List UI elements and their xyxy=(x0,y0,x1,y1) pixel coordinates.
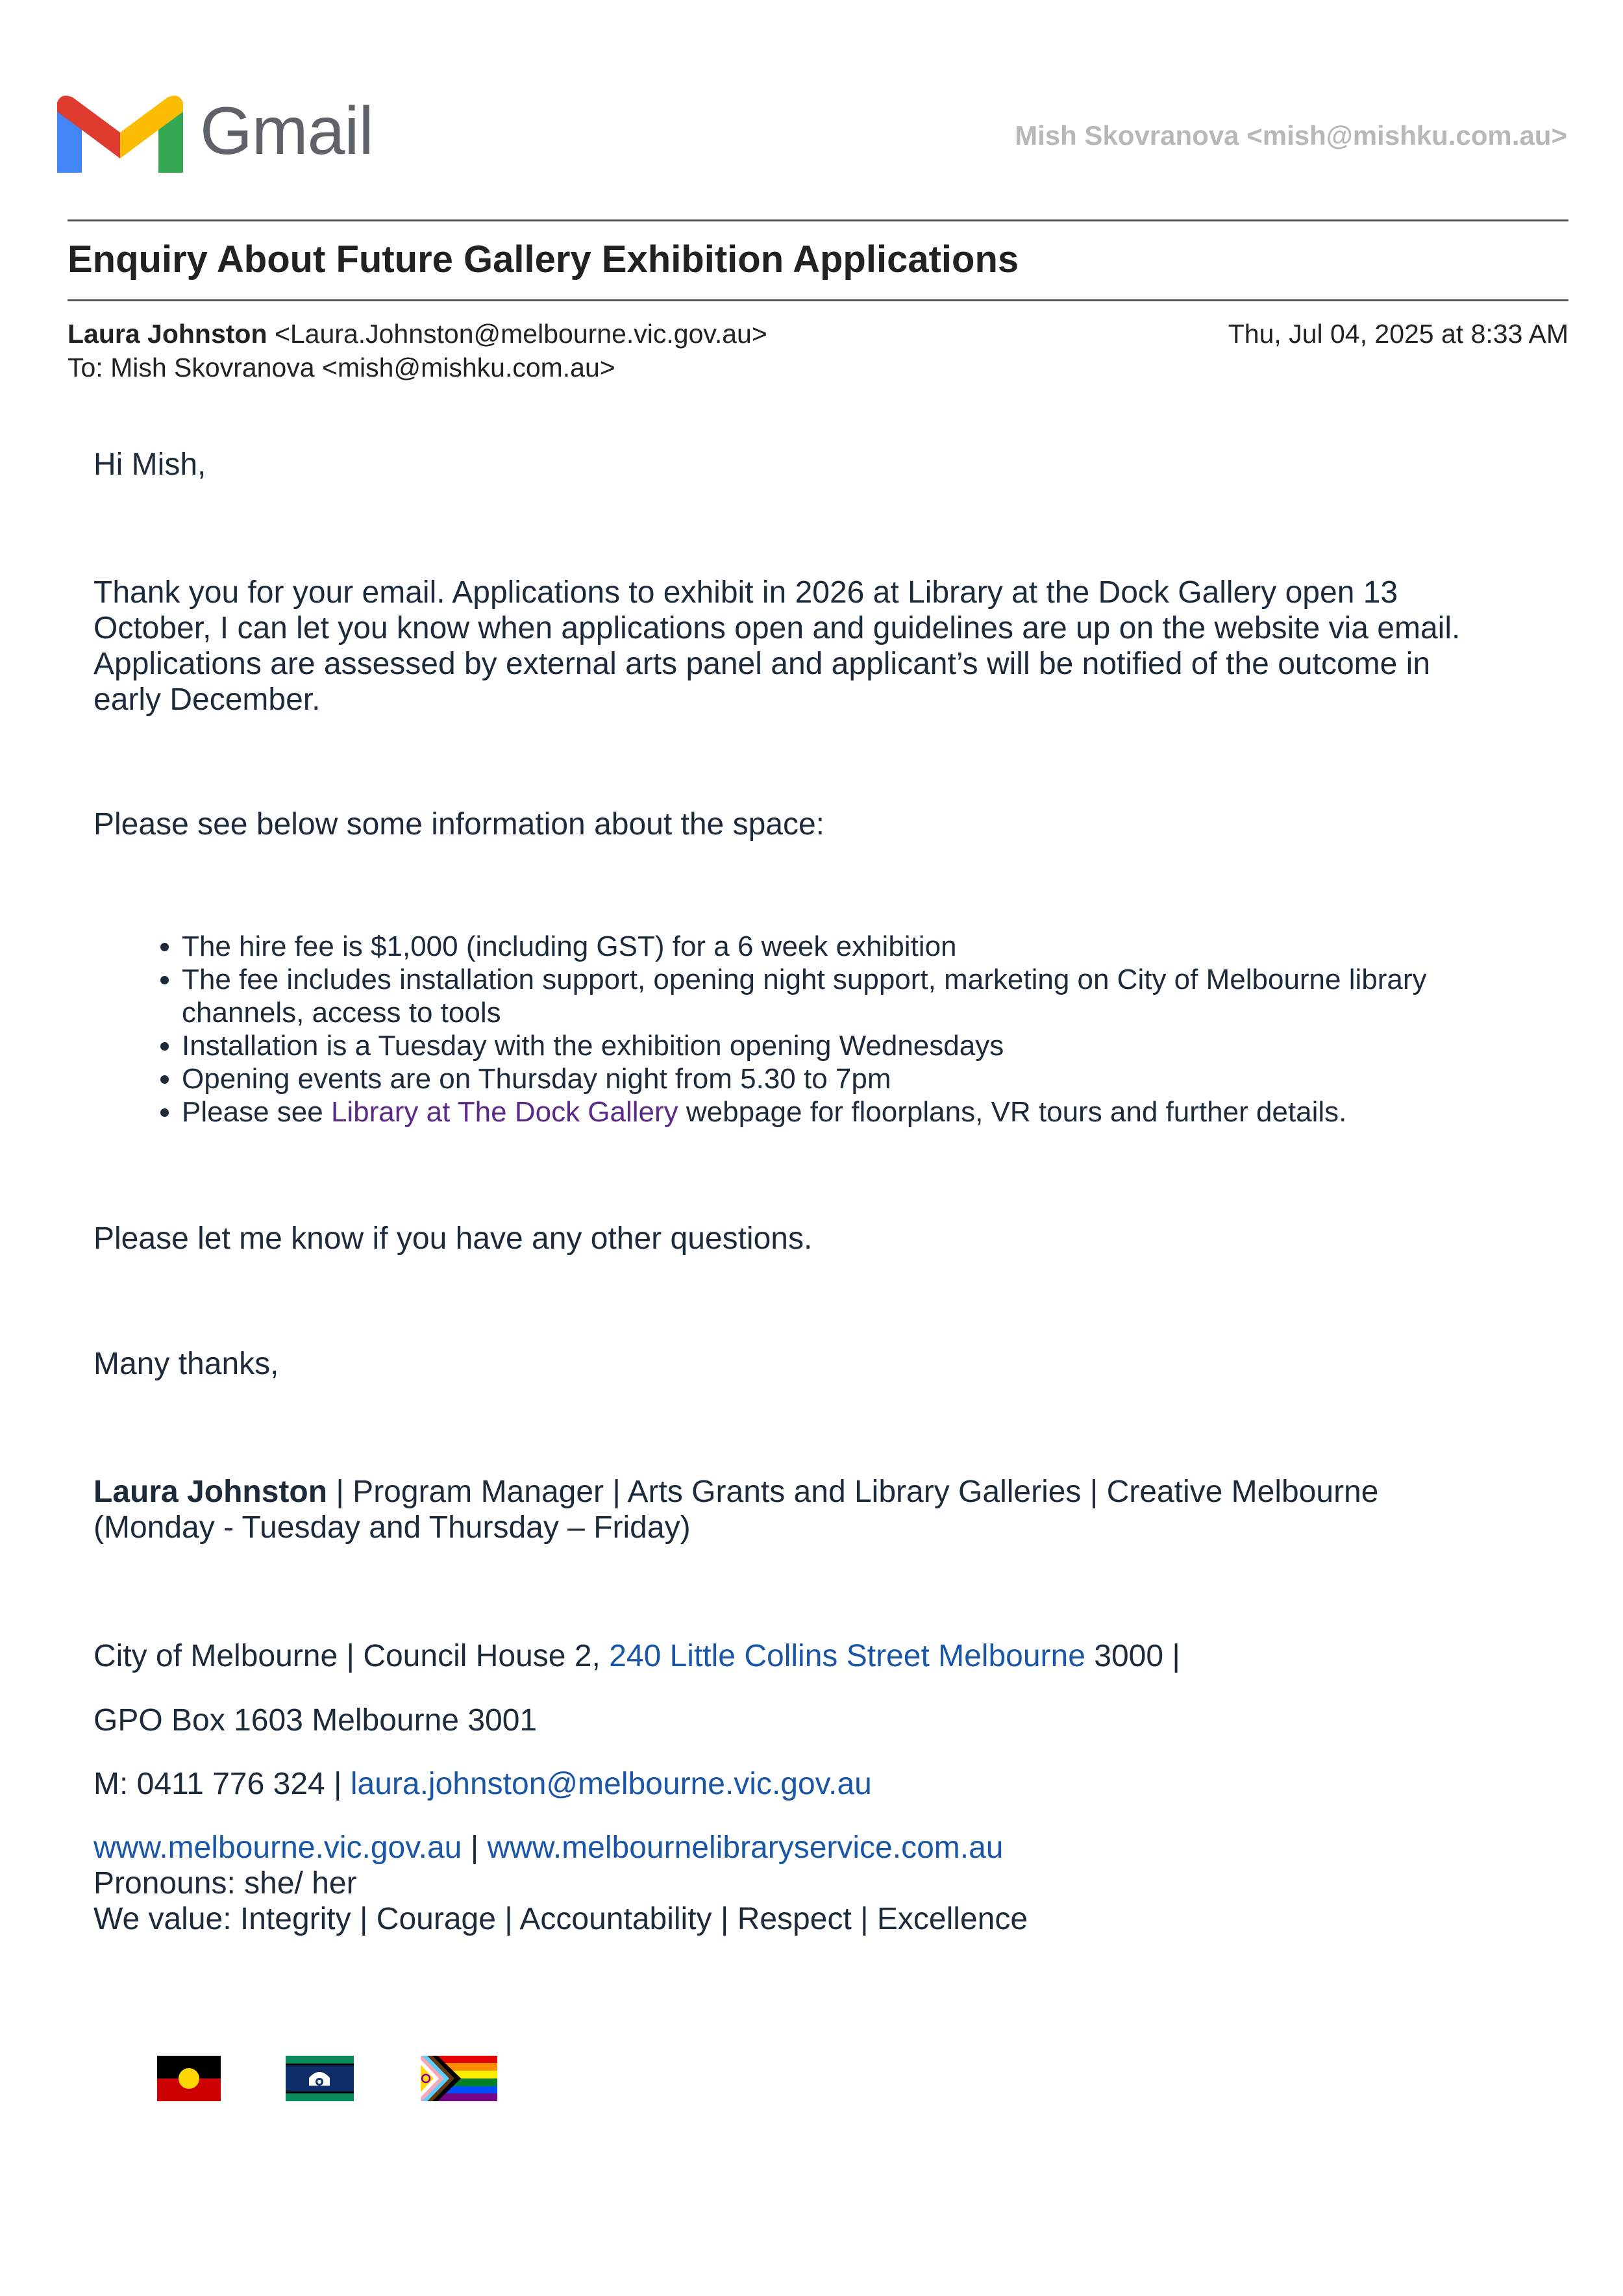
list-item-text: webpage for floorplans, VR tours and further details. xyxy=(678,1096,1347,1128)
gallery-webpage-link[interactable]: Library at The Dock Gallery xyxy=(330,1096,678,1128)
recipient-row: To: Mish Skovranova <mish@mishku.com.au> xyxy=(68,353,615,382)
signature-contact xyxy=(93,1766,1548,1802)
paragraph-questions: Please let me know if you have any other questions. xyxy=(93,1221,813,1256)
email-link[interactable]: laura.johnston@melbourne.vic.gov.au xyxy=(350,1767,872,1801)
paragraph-line: October, I can let you know when applications open and guidelines are up on the website via email. xyxy=(93,611,1461,645)
address-text: City of Melbourne | Council House 2, xyxy=(93,1639,610,1673)
website-link-library[interactable]: www.melbournelibraryservice.com.au xyxy=(487,1830,1004,1865)
email-date: Thu, Jul 04, 2025 at 8:33 AM xyxy=(1228,319,1568,349)
sender-row xyxy=(68,317,1568,351)
list-item-line: The fee includes installation support, opening night support, marketing on City of Melbourne library xyxy=(182,964,1427,995)
address-link[interactable]: 240 Little Collins Street Melbourne xyxy=(609,1639,1085,1673)
signature-role: | Program Manager | Arts Grants and Library Galleries | Creative Melbourne xyxy=(327,1475,1379,1509)
closing: Many thanks, xyxy=(93,1347,279,1381)
list-item xyxy=(182,963,1545,1029)
list-item: • Opening events are on Thursday night from 5.30 to 7pm xyxy=(182,1062,1545,1095)
list-item: • Installation is a Tuesday with the exhibition opening Wednesdays xyxy=(182,1029,1545,1062)
website-link-council[interactable]: www.melbourne.vic.gov.au xyxy=(93,1830,462,1865)
paragraph-applications xyxy=(93,575,1548,718)
separator: | xyxy=(462,1830,488,1865)
signature-pronouns: Pronouns: she/ her xyxy=(93,1866,357,1901)
paragraph-line: Thank you for your email. Applications to exhibit in 2026 at Library at the Dock Gallery open 13 xyxy=(93,575,1398,610)
signature-websites xyxy=(93,1830,1548,1866)
signature-values: We value: Integrity | Courage | Accountability | Respect | Excellence xyxy=(93,1902,1028,1936)
sender-name: Laura Johnston xyxy=(68,319,267,349)
progress-pride-flag-icon xyxy=(421,2056,497,2101)
mobile-number: M: 0411 776 324 | xyxy=(93,1767,351,1801)
aboriginal-flag-icon xyxy=(157,2056,221,2101)
signature-title-line xyxy=(93,1474,1548,1510)
list-item xyxy=(182,1095,1545,1129)
subject-divider xyxy=(68,299,1568,301)
signature-name: Laura Johnston xyxy=(93,1475,328,1509)
paragraph-space-info: Please see below some information about the space: xyxy=(93,807,825,842)
list-item-line: channels, access to tools xyxy=(182,997,501,1029)
signature-po-box: GPO Box 1603 Melbourne 3001 xyxy=(93,1703,538,1738)
address-text: 3000 | xyxy=(1085,1639,1180,1673)
sender-email: <Laura.Johnston@melbourne.vic.gov.au> xyxy=(274,319,767,349)
signature-days: (Monday - Tuesday and Thursday – Friday) xyxy=(93,1510,691,1545)
signature-address xyxy=(93,1638,1548,1674)
gmail-logo-icon xyxy=(56,90,218,181)
torres-strait-islander-flag-icon xyxy=(286,2056,354,2101)
header-divider xyxy=(68,219,1568,221)
paragraph-line: Applications are assessed by external arts panel and applicant’s will be notified of the outcome in xyxy=(93,647,1431,681)
space-info-list xyxy=(93,930,1545,1129)
list-item: • The hire fee is $1,000 (including GST) for a 6 week exhibition xyxy=(182,930,1545,963)
greeting: Hi Mish, xyxy=(93,447,206,482)
list-item-text: Please see xyxy=(182,1096,331,1128)
email-subject: Enquiry About Future Gallery Exhibition Applications xyxy=(68,238,1019,281)
account-label: Mish Skovranova <mish@mishku.com.au> xyxy=(1015,120,1567,151)
paragraph-line: early December. xyxy=(93,682,321,717)
gmail-wordmark: Gmail xyxy=(200,94,373,169)
